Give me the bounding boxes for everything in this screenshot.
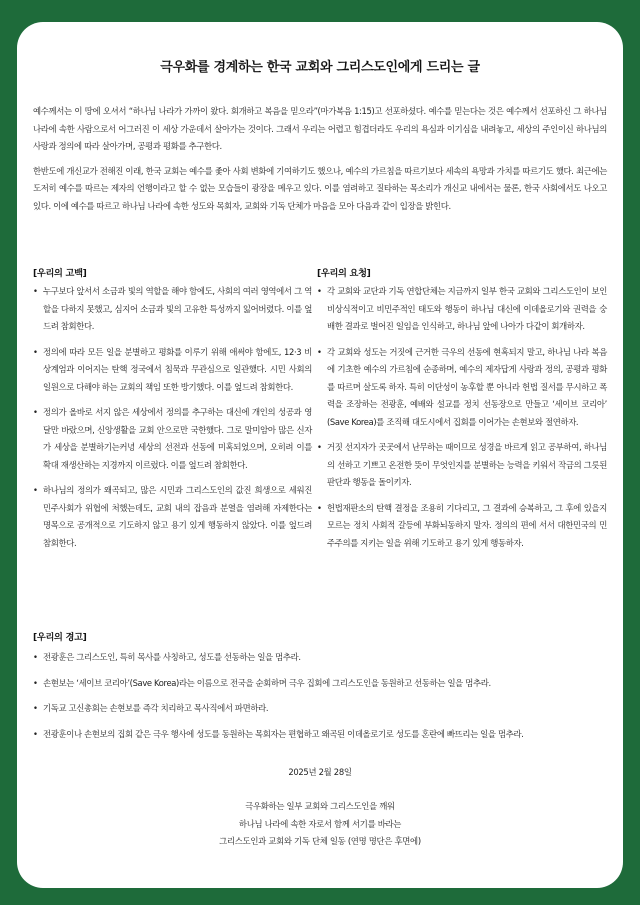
signatories-block <box>17 798 623 851</box>
warnings-section <box>33 649 613 751</box>
intro-paragraph: 예수께서는 이 땅에 오셔서 “하나님 나라가 가까이 왔다. 회개하고 복음을 믿으라”(마가복음 1:15)고 선포하셨다. 예수를 믿는다는 것은 예수께서 선포하신 그 하나님 나라에 속한 사람으로서 어그러진 이 세상 가운데서 살아가는 것이다. 그래서 우리는 어렵고 힘겹더라도 우리의 욕심과 이기심을 내려놓고, 세상의 주인이신 하나님의 사랑과 정의에 따라 살아가며, 공평과 평화를 추구한다. <box>33 106 607 151</box>
intro-section <box>33 103 607 222</box>
warning-item: • 전광훈이나 손현보의 집회 같은 극우 행사에 성도를 동원하는 목회자는 편협하고 왜곡된 이데올로기로 성도를 혼란에 빠뜨리는 일을 멈추라. <box>33 726 613 744</box>
intro-paragraph: 한반도에 개신교가 전해진 이래, 한국 교회는 예수를 좇아 사회 변화에 기여하기도 했으나, 예수의 가르침을 따르기보다 세속의 욕망과 가치를 따르기도 했다. 최근에는 도저히 예수를 따르는 제자의 언행이라고 할 수 없는 모습들이 광장을 메우고 있다. 이를 염려하고 질타하는 목소리가 개신교 내에서는 물론, 한국 사회에서도 나오고 있다. 이에 예수를 따르고 하나님 나라에 속한 성도와 목회자, 교회와 기독 단체가 마음을 모아 다음과 같이 입장을 밝힌다. <box>33 165 607 211</box>
document-title: 극우화를 경계하는 한국 교회와 그리스도인에게 드리는 글 <box>160 60 480 75</box>
closing-line: 극우화하는 일부 교회와 그리스도인을 깨워 <box>245 801 395 811</box>
confession-item: • 정의가 올바로 서지 않은 세상에서 정의를 추구하는 대신에 개인의 성공과 영달만 바랐으며, 신앙생활을 교회 안으로만 국한했다. 그로 말미암아 많은 신자가 세상을 분별하기는커녕 세상의 선전과 선동에 미혹되었으며, 오히려 이를 확대 재생산하는 지경까지 이르렀다. 이를 엎드려 참회한다. <box>33 404 312 474</box>
warning-item: • 기독교 고신총회는 손현보를 즉각 치리하고 목사직에서 파면하라. <box>33 700 613 718</box>
request-item: • 각 교회와 교단과 기독 연합단체는 지금까지 일부 한국 교회와 그리스도인이 보인 비상식적이고 비민주적인 태도와 행동이 하나님 대신에 이데올로기와 권력을 숭배한 결과로 벌어진 일임을 인식하고, 하나님 앞에 나아가 다같이 회개하자. <box>317 283 607 336</box>
confession-section <box>33 283 312 560</box>
request-item: • 거짓 선지자가 곳곳에서 난무하는 때이므로 성경을 바르게 읽고 공부하여, 하나님의 선하고 기쁘고 온전한 뜻이 무엇인지를 분별하는 능력을 키워서 작금의 그릇된 판단과 행동을 돌이키자. <box>317 439 607 492</box>
requests-section <box>317 283 607 560</box>
confession-item: • 누구보다 앞서서 소금과 빛의 역할을 해야 함에도, 사회의 여러 영역에서 그 역할을 다하지 못했고, 심지어 소금과 빛의 고유한 특성까지 잃어버렸다. 이를 엎드려 참회한다. <box>33 283 312 336</box>
requests-heading: [우리의 요청] <box>317 268 371 279</box>
request-item: • 헌법재판소의 탄핵 결정을 조용히 기다리고, 그 결과에 승복하고, 그 후에 있을지 모르는 정치 사회적 갈등에 부화뇌동하지 말자. 정의의 편에 서서 대한민국의 민주주의를 지키는 일을 위해 기도하고 용기 있게 행동하자. <box>317 500 607 553</box>
closing-line: 하나님 나라에 속한 자로서 함께 서기를 바라는 <box>238 818 402 829</box>
statement-page <box>17 22 623 888</box>
confession-item: • 정의에 따라 모든 일을 분별하고 평화를 이루기 위해 애써야 함에도, 12·3 비상계엄과 이어지는 탄핵 정국에서 침묵과 무관심으로 일관했다. 시민 사회의 일원으로 다해야 하는 교회의 책임 또한 방기했다. 이를 엎드려 참회한다. <box>33 344 312 397</box>
request-item: • 각 교회와 성도는 거짓에 근거한 극우의 선동에 현혹되지 말고, 하나님 나라 복음에 기초한 예수의 가르침에 순종하며, 예수의 제자답게 사랑과 정의, 공평과 평화를 따르며 살도록 하자. 특히 이단성이 농후할 뿐 아니라 헌법 질서를 무시하고 폭력을 조장하는 전광훈, 예배와 설교를 정치 선동장으로 만들고 ‘세이브 코리아’ (Save Korea)를 조직해 대도시에서 집회를 이어가는 손현보와 절연하자. <box>317 344 607 432</box>
warning-item: • 전광훈은 그리스도인, 특히 목사를 사칭하고, 성도를 선동하는 일을 멈추라. <box>33 649 613 667</box>
warning-item: • 손현보는 ‘세이브 코리아’(Save Korea)라는 이름으로 전국을 순회하며 극우 집회에 그리스도인을 동원하고 선동하는 일을 멈추라. <box>33 675 613 693</box>
confession-item: • 하나님의 정의가 왜곡되고, 많은 시민과 그리스도인의 값진 희생으로 세워진 민주사회가 위협에 처했는데도, 교회 내의 잡음과 분열을 염려해 자제한다는 명목으로 공개적으로 기도하지 않고 용기 있게 행동하지 않았다. 이를 엎드려 참회한다. <box>33 482 312 552</box>
warnings-heading: [우리의 경고] <box>33 632 87 643</box>
statement-date: 2025년 2월 28일 <box>288 767 352 777</box>
confession-heading: [우리의 고백] <box>33 268 87 279</box>
closing-line: 그리스도인과 교회와 기독 단체 일동 (연명 명단은 후면에) <box>219 836 421 846</box>
